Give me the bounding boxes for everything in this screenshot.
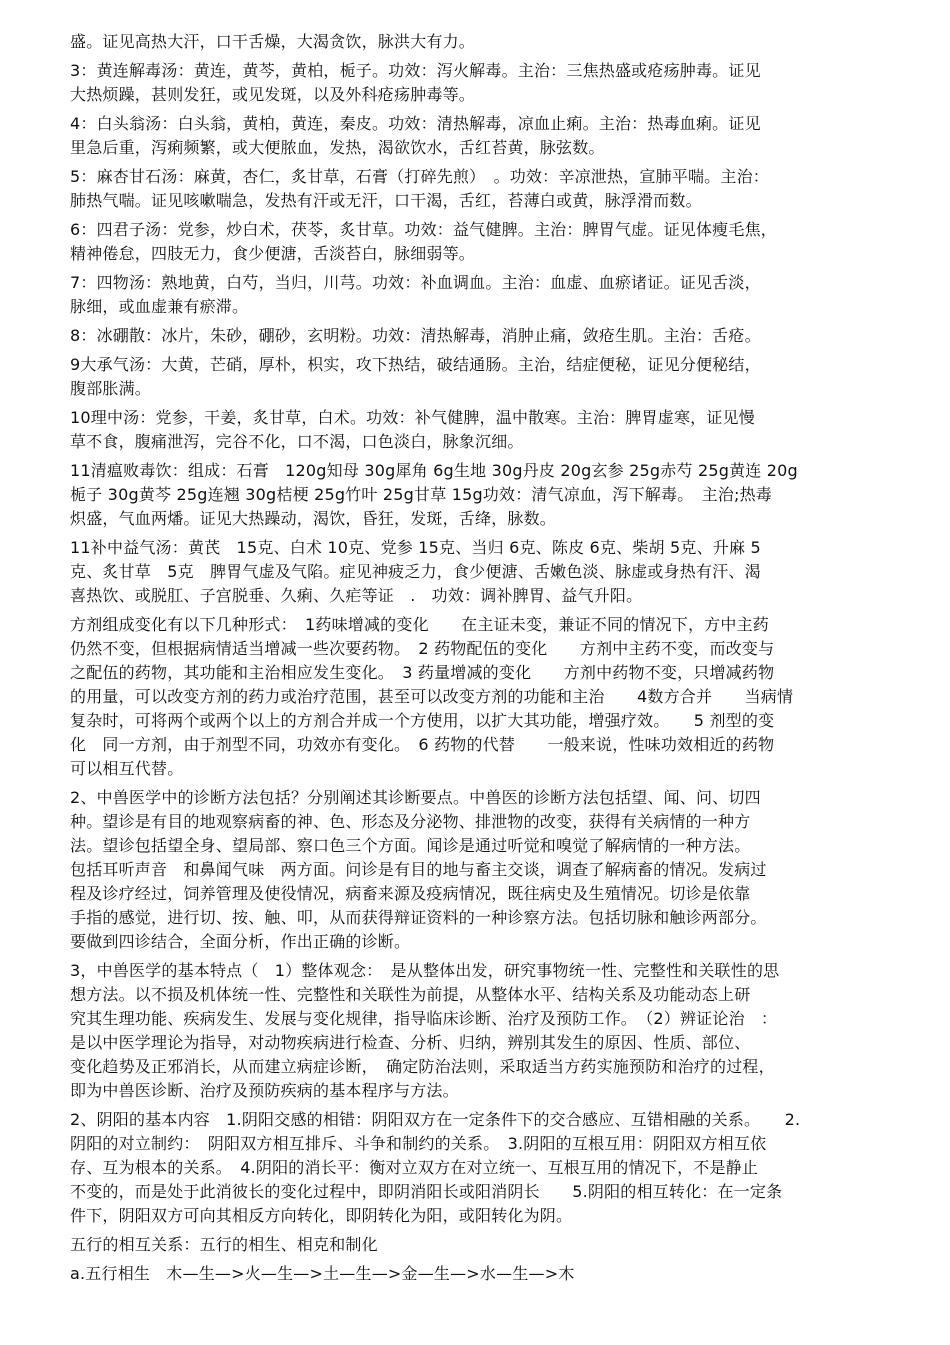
text-line: 大热烦躁，甚则发狂，或见发斑，以及外科疮疡肿毒等。 xyxy=(70,85,476,104)
text-line: 11补中益气汤：黄芪 15克、白术 10克、党参 15克、当归 6克、陈皮 6克、柴胡 5克、升麻 5 xyxy=(70,538,761,557)
text-line: 6：四君子汤：党参，炒白术，茯苓，炙甘草。功效：益气健脾。主治：脾胃气虚。证见体瘦毛焦， xyxy=(70,220,777,239)
text-line: 3，中兽医学的基本特点（ 1）整体观念： 是从整体出发，研究事物统一性、完整性和关联性的思 xyxy=(70,961,780,980)
text-line: 2、阴阳的基本内容 1.阴阳交感的相错：阴阳双方在一定条件下的交合感应、互错相融的关系。 2. xyxy=(70,1110,801,1129)
text-line: 可以相互代替。 xyxy=(70,759,184,778)
text-line: 五行的相互关系：五行的相生、相克和制化 xyxy=(70,1235,378,1254)
paragraph-sijunzi-tang xyxy=(70,218,885,266)
text-line: 不变的，而是处于此消彼长的变化过程中，即阴消阳长或阳消阴长 5.阴阳的相互转化：在一定条 xyxy=(70,1182,783,1201)
text-line: 炽盛，气血两燔。证见大热躁动，渴饮，昏狂，发斑，舌绛，脉数。 xyxy=(70,509,557,528)
text-line: 2、中兽医学中的诊断方法包括？分别阐述其诊断要点。中兽医的诊断方法包括望、闻、问、切四 xyxy=(70,788,761,807)
text-line: 方剂组成变化有以下几种形式： 1药味增减的变化 在主证未变，兼证不同的情况下，方中主药 xyxy=(70,615,769,634)
paragraph-qingwen-baidu-yin xyxy=(70,459,885,531)
text-line: 包括耳听声音 和鼻闻气味 两方面。问诊是有目的地与畜主交谈，调查了解病畜的情况。发病过 xyxy=(70,860,767,879)
text-line: 存、互为根本的关系。 4.阴阳的消长平：衡对立双方在对立统一、互根互用的情况下，不是静止 xyxy=(70,1158,759,1177)
text-line: 仍然不变，但根据病情适当增减一些次要药物。 2 药物配伍的变化 方剂中主药不变，而改变与 xyxy=(70,639,775,658)
paragraph-buzhong-yiqi-tang xyxy=(70,536,885,608)
paragraph-maxing-ganshi-tang xyxy=(70,165,885,213)
text-line: 要做到四诊结合，全面分析，作出正确的诊断。 xyxy=(70,932,411,951)
text-line: 4：白头翁汤：白头翁，黄柏，黄连，秦皮。功效：清热解毒，凉血止痢。主治：热毒血痢。证见 xyxy=(70,114,761,133)
text-line: 是以中医学理论为指导，对动物疾病进行检查、分析、归纳，辨别其发生的原因、性质、部位、 xyxy=(70,1033,751,1052)
text-line: 件下，阴阳双方可向其相反方向转化，即阴转化为阳，或阳转化为阴。 xyxy=(70,1206,573,1225)
paragraph-da-chengqi-tang xyxy=(70,353,885,401)
text-line: 的用量，可以改变方剂的药力或治疗范围，甚至可以改变方剂的功能和主治 4数方合并 当病情 xyxy=(70,687,794,706)
paragraph-baitouweng-tang xyxy=(70,112,885,160)
document-page xyxy=(70,30,885,1291)
text-line: 10理中汤：党参，干姜，炙甘草，白术。功效：补气健脾，温中散寒。主治：脾胃虚寒，证见慢 xyxy=(70,408,755,427)
text-line: 之配伍的药物，其功能和主治相应发生变化。 3 药量增减的变化 方剂中药物不变，只增减药物 xyxy=(70,663,775,682)
paragraph-formula-variations xyxy=(70,613,885,781)
text-line: 8：冰硼散：冰片，朱砂，硼砂，玄明粉。功效：清热解毒，消肿止痛，敛疮生肌。主治：舌疮。 xyxy=(70,326,761,345)
paragraph-yin-yang xyxy=(70,1108,885,1228)
paragraph-baihu-tang-tail xyxy=(70,30,885,54)
text-line: 3：黄连解毒汤：黄连，黄芩，黄柏，栀子。功效：泻火解毒。主治：三焦热盛或疮疡肿毒。证见 xyxy=(70,61,761,80)
text-line: 里急后重，泻痢频繁，或大便脓血，发热，渴欲饮水，舌红苔黄，脉弦数。 xyxy=(70,138,605,157)
text-line: 喜热饮、或脱肛、子宫脱垂、久痢、久疟等证 . 功效：调补脾胃、益气升阳。 xyxy=(70,586,643,605)
paragraph-siwu-tang xyxy=(70,271,885,319)
text-line: 9大承气汤：大黄，芒硝，厚朴，枳实，攻下热结，破结通肠。主治，结症便秘，证见分便秘结， xyxy=(70,355,761,374)
text-line: 克、炙甘草 5克 脾胃气虚及气陷。症见神疲乏力，食少便溏、舌嫩色淡、脉虚或身热有汗、渴 xyxy=(70,562,761,581)
text-line: 精神倦怠，四肢无力，食少便溏，舌淡苔白，脉细弱等。 xyxy=(70,244,476,263)
text-line: 7：四物汤：熟地黄，白芍，当归，川芎。功效：补血调血。主治：血虚、血瘀诸证。证见舌淡， xyxy=(70,273,761,292)
text-line: 11清瘟败毒饮：组成：石膏 120g知母 30g犀角 6g生地 30g丹皮 20g玄参 25g赤芍 25g黄连 20g xyxy=(70,461,798,480)
paragraph-bingpeng-san xyxy=(70,324,885,348)
text-line: 种。望诊是有目的地观察病畜的神、色、形态及分泌物、排泄物的改变，获得有关病情的一种方 xyxy=(70,812,751,831)
text-line: 程及诊疗经过，饲养管理及使役情况，病畜来源及疫病情况，既往病史及生殖情况。切诊是依靠 xyxy=(70,884,751,903)
text-line: 草不食，腹痛泄泻，完谷不化，口不渴，口色淡白，脉象沉细。 xyxy=(70,432,524,451)
text-line: 想方法。以不损及机体统一性、完整性和关联性为前提，从整体水平、结构关系及功能动态上研 xyxy=(70,985,751,1004)
text-line: 阴阳的对立制约： 阴阳双方相互排斥、斗争和制约的关系。 3.阴阳的互根互用：阴阳双方相互依 xyxy=(70,1134,767,1153)
paragraph-five-elements-heading xyxy=(70,1233,885,1257)
text-line: 5：麻杏甘石汤：麻黄，杏仁，炙甘草，石膏（打碎先煎） 。功效：辛凉泄热，宣肺平喘。主治： xyxy=(70,167,769,186)
text-line: 变化趋势及正邪消长，从而建立病症诊断， 确定防治法则，采取适当方药实施预防和治疗的过程， xyxy=(70,1057,775,1076)
text-line: 栀子 30g黄芩 25g连翘 30g桔梗 25g竹叶 25g甘草 15g功效：清气凉血，泻下解毒。 主治;热毒 xyxy=(70,485,773,504)
text-line: 脉细，或血虚兼有瘀滞。 xyxy=(70,297,249,316)
text-line: 究其生理功能、疾病发生、发展与变化规律，指导临床诊断、治疗及预防工作。 （2）辨证论治 ： xyxy=(70,1009,778,1028)
paragraph-five-elements-generation xyxy=(70,1262,885,1286)
paragraph-huanglian-jiedu-tang xyxy=(70,59,885,107)
text-line: 即为中兽医诊断、治疗及预防疾病的基本程序与方法。 xyxy=(70,1081,459,1100)
text-line: 肺热气喘。证见咳嗽喘急，发热有汗或无汗，口干渴，舌红，苔薄白或黄，脉浮滑而数。 xyxy=(70,191,702,210)
text-line: 腹部胀满。 xyxy=(70,379,152,398)
paragraph-basic-characteristics xyxy=(70,959,885,1103)
paragraph-lizhong-tang xyxy=(70,406,885,454)
text-line: 复杂时，可将两个或两个以上的方剂合并成一个方使用，以扩大其功能，增强疗效。 5 剂型的变 xyxy=(70,711,775,730)
text-line: a.五行相生 木—生—>火—生—>土—生—>金—生—>水—生—>木 xyxy=(70,1264,575,1283)
text-line: 法。望诊包括望全身、望局部、察口色三个方面。闻诊是通过听觉和嗅觉了解病情的一种方法。 xyxy=(70,836,751,855)
paragraph-diagnosis-methods xyxy=(70,786,885,954)
text-line: 盛。证见高热大汗，口干舌燥，大渴贪饮，脉洪大有力。 xyxy=(70,32,476,51)
text-line: 手指的感觉，进行切、按、触、叩，从而获得辩证资料的一种诊察方法。包括切脉和触诊两部分。 xyxy=(70,908,767,927)
text-line: 化 同一方剂，由于剂型不同，功效亦有变化。 6 药物的代替 一般来说，性味功效相近的药物 xyxy=(70,735,775,754)
